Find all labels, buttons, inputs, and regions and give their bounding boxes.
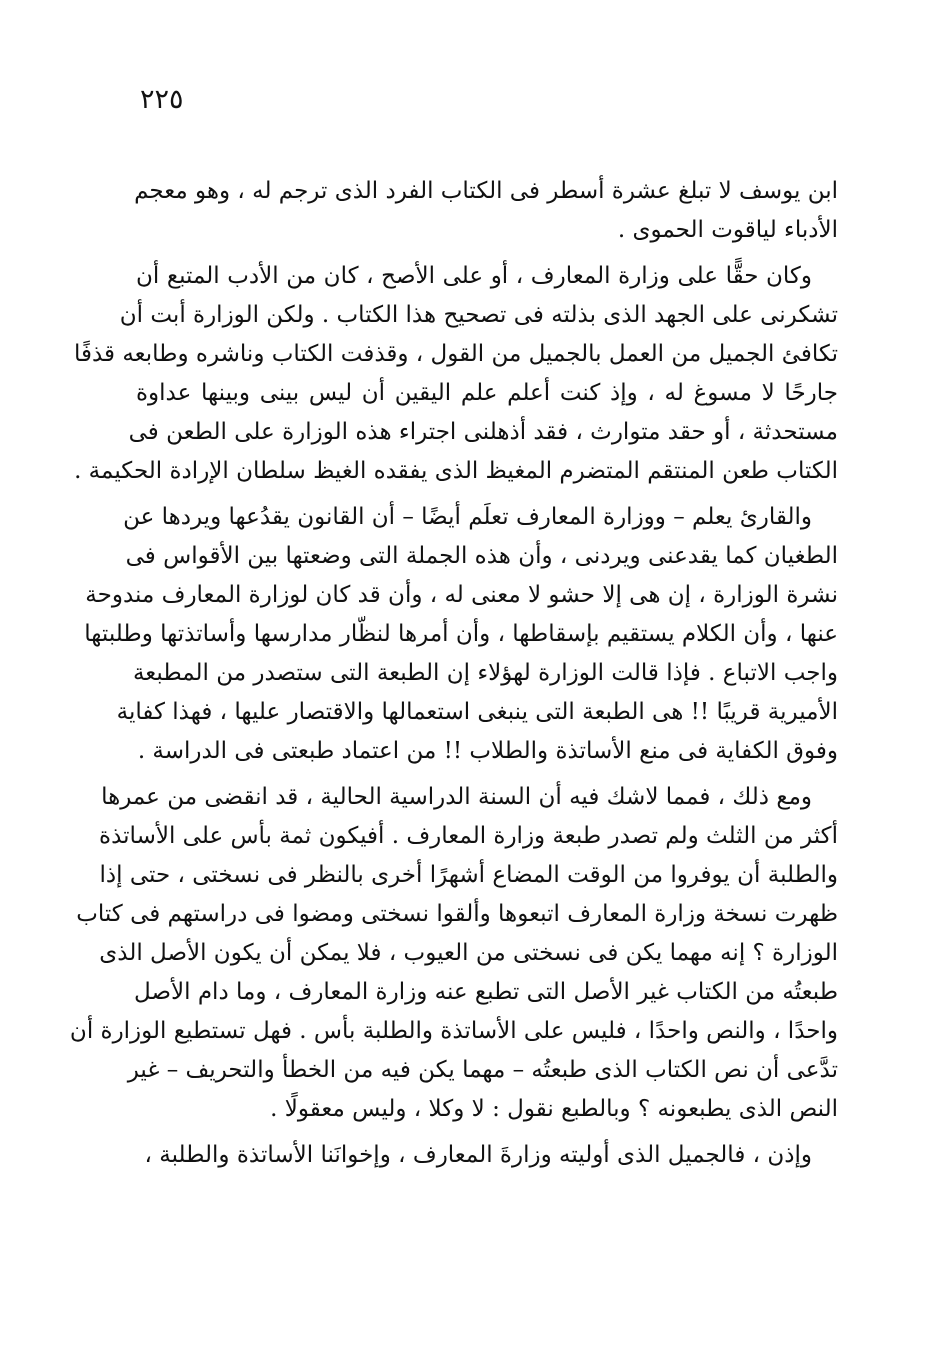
text-line: الكتاب طعن المنتقم المتضرم المغيظ الذى يفقده الغيظ سلطان الإرادة الحكيمة . — [74, 458, 838, 484]
text-line: تدَّعى أن نص الكتاب الذى طبعتُه – مهما يكن فيه من الخطأ والتحريف – غير — [127, 1057, 838, 1083]
text-line: ابن يوسف لا تبلغ عشرة أسطر فى الكتاب الفرد الذى ترجم له ، وهو معجم — [134, 178, 838, 204]
text-line: الأدباء لياقوت الحموى . — [617, 217, 838, 243]
text-line: عنها ، وأن الكلام يستقيم بإسقاطها ، وأن أمرها لنظّار مدارسها وأساتذتها وطلبتها — [84, 621, 838, 647]
text-line: والقارئ يعلم – ووزارة المعارف تعلَم أيضًا – أن القانون يقدُعها ويردها عن — [123, 504, 812, 530]
text-line: جارحًا لا مسوغ له ، وإذ كنت أعلم علم اليقين أن ليس بينى وبينها عداوة — [136, 380, 838, 406]
paragraph — [136, 172, 838, 250]
text-line: وإذن ، فالجميل الذى أوليته وزارةَ المعارف ، وإخوانَنا الأساتذة والطلبة ، — [144, 1142, 812, 1168]
text-line: تشكرنى على الجهد الذى بذلته فى تصحيح هذا الكتاب . ولكن الوزارة أبت أن — [119, 302, 838, 328]
body-text — [69, 172, 838, 1182]
text-line: ظهرت نسخة وزارة المعارف اتبعوها وألقوا نسختى ومضوا فى دراستهم فى كتاب — [76, 901, 838, 927]
paragraph — [73, 257, 838, 491]
text-line: والطلبة أن يوفروا من الوقت المضاع أشهرًا أخرى بالنظر فى نسختى ، حتى إذا — [99, 862, 838, 888]
text-line: الأميرية قريبًا !! هى الطبعة التى ينبغى استعمالها والاقتصار عليها ، فهذا كفاية — [116, 699, 838, 725]
text-line: الطغيان كما يقدعنى ويردنى ، وأن هذه الجملة التى وضعتها بين الأقواس فى — [125, 543, 838, 569]
text-line: وفوق الكفاية فى منع الأساتذة والطلاب !! من اعتماد طبعتى فى الدراسة . — [137, 738, 838, 764]
paragraph — [69, 778, 838, 1129]
page-number: ٢٢٥ — [140, 84, 184, 115]
text-line: وكان حقًّا على وزارة المعارف ، أو على الأصح ، كان من الأدب المتبع أن — [136, 263, 812, 289]
text-line: النص الذى يطبعونه ؟ وبالطبع نقول : لا وكلا ، وليس معقولًا . — [270, 1096, 838, 1122]
paragraph — [84, 498, 838, 771]
text-line: نشرة الوزارة ، إن هى إلا حشو لا معنى له ، وأن قد كان لوزارة المعارف مندوحة — [85, 582, 838, 608]
text-line: طبعتُه من الكتاب غير الأصل التى تطبع عنه وزارة المعارف ، وما دام الأصل — [134, 979, 838, 1005]
text-line: ومع ذلك ، فمما لاشك فيه أن السنة الدراسية الحالية ، قد انقضى من عمرها — [101, 784, 812, 810]
text-line: تكافئ الجميل من العمل بالجميل من القول ، وقذفت الكتاب وناشره وطابعه قذفًا — [73, 341, 838, 367]
paragraph — [136, 1136, 838, 1175]
text-line: واجب الاتباع . فإذا قالت الوزارة لهؤلاء إن الطبعة التى ستصدر من المطبعة — [132, 660, 838, 686]
text-line: الوزارة ؟ إنه مهما يكن فى نسختى من العيوب ، فلا يمكن أن يكون الأصل الذى — [99, 940, 838, 966]
text-line: أكثر من الثلث ولم تصدر طبعة وزارة المعارف . أفيكون ثمة بأس على الأساتذة — [99, 823, 838, 849]
text-line: واحدًا ، والنص واحدًا ، فليس على الأساتذة والطلبة بأس . فهل تستطيع الوزارة أن — [69, 1018, 838, 1044]
text-line: مستحدثة ، أو حقد متوارث ، فقد أذهلنى اجتراء هذه الوزارة على الطعن فى — [128, 419, 838, 445]
